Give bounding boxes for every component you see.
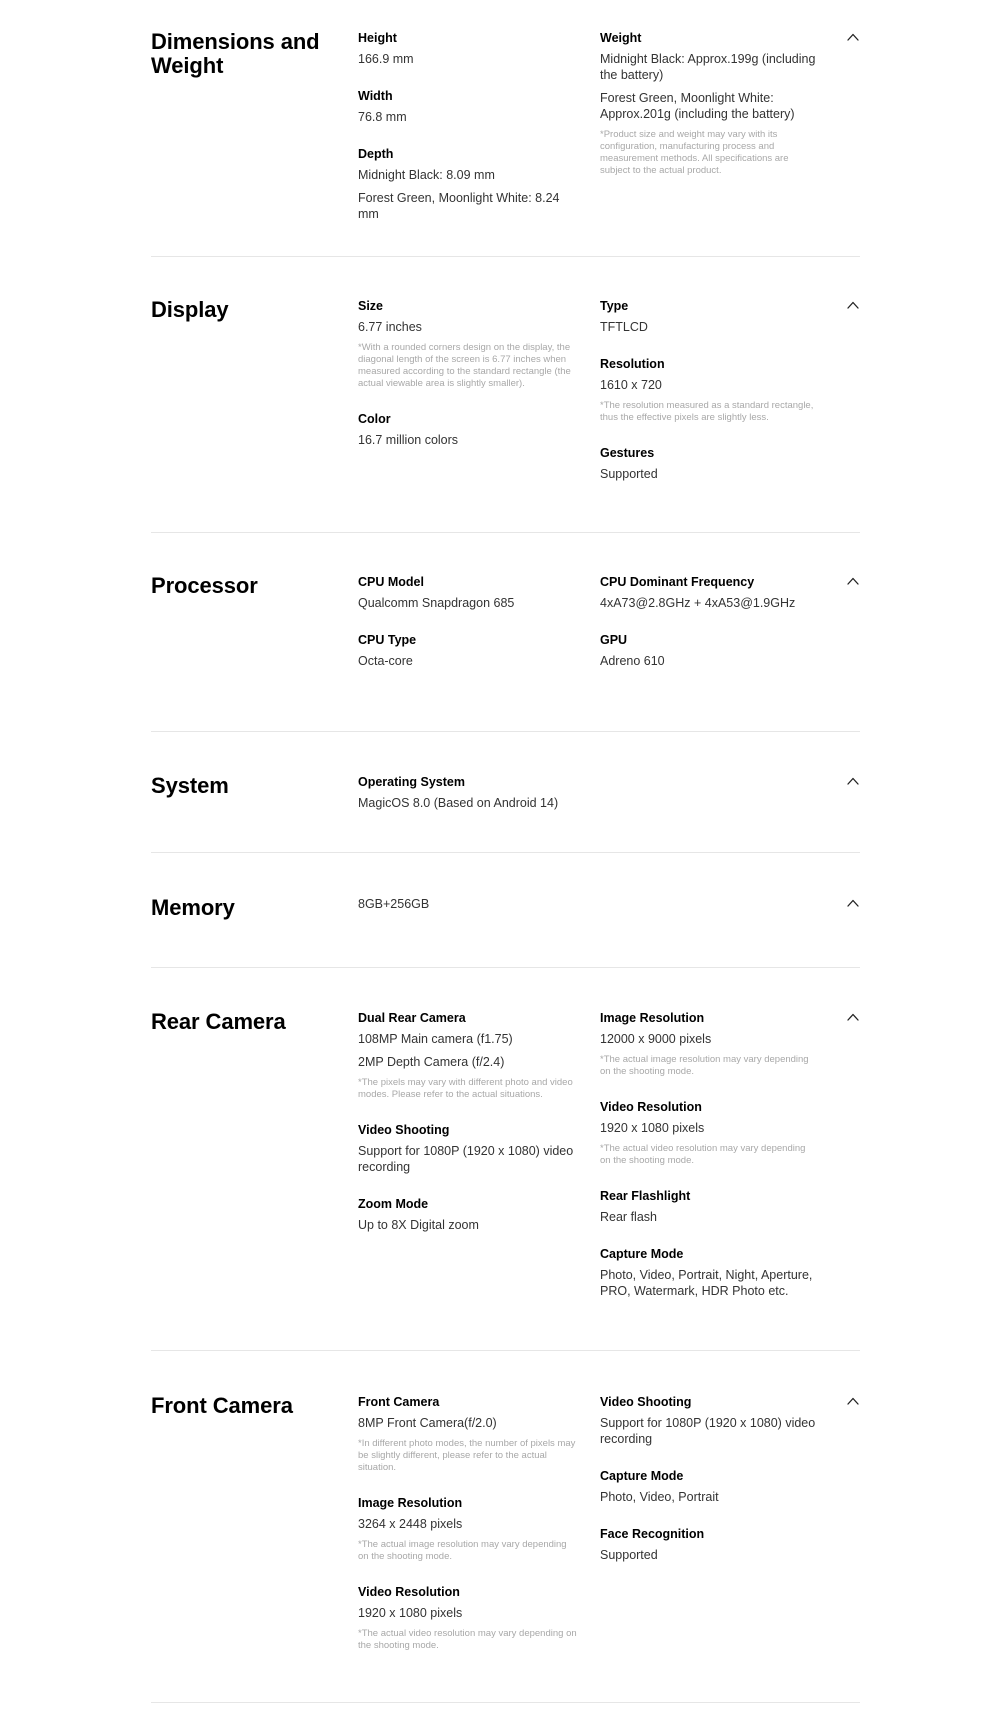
spec-label: CPU Model: [358, 575, 424, 589]
spec-item-front-camera: [358, 1394, 578, 1474]
chevron-up-icon[interactable]: [846, 1010, 860, 1024]
spec-value: 16.7 million colors: [358, 433, 459, 447]
spec-column-right: [600, 30, 818, 198]
spec-item-height: [358, 30, 578, 67]
spec-value: Supported: [600, 467, 658, 481]
spec-label: Height: [358, 31, 397, 45]
section-title[interactable]: Dimensions and Weight: [151, 29, 320, 78]
chevron-up-icon[interactable]: [846, 30, 860, 44]
chevron-up-icon[interactable]: [846, 1394, 860, 1408]
spec-item-resolution: [600, 356, 818, 424]
spec-value: MagicOS 8.0 (Based on Android 14): [358, 796, 559, 810]
spec-column-right: [600, 298, 818, 503]
spec-footnote: *With a rounded corners design on the display, the diagonal length of the screen is 6.77 inches when measured according to the standard rectangle (the actual viewable area is slightly smaller).: [358, 342, 571, 389]
spec-item-cpu-model: [358, 574, 578, 611]
spec-value: Photo, Video, Portrait: [600, 1490, 719, 1504]
spec-item-image-resolution: [600, 1010, 818, 1078]
spec-label: Size: [358, 299, 384, 313]
spec-column-left: [358, 1394, 578, 1673]
section-divider: [151, 852, 860, 853]
spec-column-left: [358, 30, 578, 243]
spec-value: 2MP Depth Camera (f/2.4): [358, 1055, 505, 1069]
spec-label: Rear Flashlight: [600, 1189, 691, 1203]
section-divider: [151, 256, 860, 257]
spec-item-capture-mode: [600, 1246, 818, 1299]
spec-value: Forest Green, Moonlight White: Approx.201g (including the battery): [600, 91, 795, 121]
spec-value: 8GB+256GB: [358, 897, 430, 911]
spec-value: 1610 x 720: [600, 378, 662, 392]
spec-column-left: [358, 774, 578, 832]
spec-label: Image Resolution: [600, 1011, 705, 1025]
spec-item-operating-system: [358, 774, 578, 811]
spec-footnote: *The resolution measured as a standard rectangle, thus the effective pixels are slightly less.: [600, 400, 814, 423]
spec-item-size: [358, 298, 578, 390]
spec-label: Depth: [358, 147, 394, 161]
spec-value: Rear flash: [600, 1210, 657, 1224]
spec-item-image-resolution: [358, 1495, 578, 1563]
spec-value: 1920 x 1080 pixels: [600, 1121, 705, 1135]
spec-column-right: [600, 1394, 818, 1584]
spec-value: 3264 x 2448 pixels: [358, 1517, 463, 1531]
spec-footnote: *Product size and weight may vary with its configuration, manufacturing process and measurement methods. All specifications are subject to the actual product.: [600, 129, 789, 176]
section-title[interactable]: System: [151, 773, 229, 798]
spec-value: Support for 1080P (1920 x 1080) video recording: [358, 1144, 574, 1174]
spec-column-left: [358, 574, 578, 690]
spec-label: Video Resolution: [600, 1100, 702, 1114]
spec-label: Capture Mode: [600, 1247, 684, 1261]
spec-footnote: *The actual video resolution may vary depending on the shooting mode.: [600, 1143, 806, 1166]
section-title[interactable]: Processor: [151, 573, 258, 598]
chevron-up-icon[interactable]: [846, 574, 860, 588]
spec-item-gpu: [600, 632, 818, 669]
spec-value: Midnight Black: 8.09 mm: [358, 168, 495, 182]
spec-value: Support for 1080P (1920 x 1080) video recording: [600, 1416, 816, 1446]
spec-label: Image Resolution: [358, 1496, 463, 1510]
spec-value: 12000 x 9000 pixels: [600, 1032, 712, 1046]
spec-item-weight: [600, 30, 818, 177]
spec-column-right: [600, 574, 818, 690]
spec-value: Forest Green, Moonlight White: 8.24 mm: [358, 191, 560, 221]
section-divider: [151, 1702, 860, 1703]
spec-label: Dual Rear Camera: [358, 1011, 466, 1025]
spec-value: 166.9 mm: [358, 52, 414, 66]
spec-label: CPU Dominant Frequency: [600, 575, 755, 589]
spec-label: Video Shooting: [358, 1123, 450, 1137]
spec-item-width: [358, 88, 578, 125]
spec-item-dual-rear-camera: [358, 1010, 578, 1101]
spec-item-video-resolution: [600, 1099, 818, 1167]
spec-label: CPU Type: [358, 633, 417, 647]
spec-label: Face Recognition: [600, 1527, 705, 1541]
spec-value: 108MP Main camera (f1.75): [358, 1032, 513, 1046]
spec-footnote: *The actual image resolution may vary depending on the shooting mode.: [600, 1054, 809, 1077]
spec-value: TFTLCD: [600, 320, 648, 334]
chevron-up-icon[interactable]: [846, 896, 860, 910]
spec-item-video-shooting: [358, 1122, 578, 1175]
spec-label: Color: [358, 412, 391, 426]
spec-label: Type: [600, 299, 629, 313]
spec-value: 8MP Front Camera(f/2.0): [358, 1416, 497, 1430]
spec-value: Adreno 610: [600, 654, 665, 668]
spec-value: Qualcomm Snapdragon 685: [358, 596, 515, 610]
section-title[interactable]: Memory: [151, 895, 235, 920]
spec-item-color: [358, 411, 578, 448]
spec-value: 6.77 inches: [358, 320, 422, 334]
section-divider: [151, 967, 860, 968]
spec-item-zoom-mode: [358, 1196, 578, 1233]
spec-column-right: [600, 1010, 818, 1320]
spec-item-gestures: [600, 445, 818, 482]
spec-value: Up to 8X Digital zoom: [358, 1218, 479, 1232]
spec-item-capture-mode: [600, 1468, 818, 1505]
spec-column-left: [358, 298, 578, 469]
spec-label: GPU: [600, 633, 628, 647]
spec-item-type: [600, 298, 818, 335]
spec-label: Zoom Mode: [358, 1197, 429, 1211]
spec-label: Operating System: [358, 775, 465, 789]
section-title[interactable]: Rear Camera: [151, 1009, 286, 1034]
spec-footnote: *The actual image resolution may vary depending on the shooting mode.: [358, 1539, 567, 1562]
spec-item-cpu-type: [358, 632, 578, 669]
spec-label: Resolution: [600, 357, 665, 371]
spec-footnote: *In different photo modes, the number of pixels may be slightly different, please refer to the actual situation.: [358, 1438, 576, 1473]
spec-column-left: [358, 1010, 578, 1254]
spec-footnote: *The actual video resolution may vary depending on the shooting mode.: [358, 1628, 577, 1651]
spec-label: Video Resolution: [358, 1585, 460, 1599]
spec-label: Width: [358, 89, 393, 103]
section-divider: [151, 731, 860, 732]
spec-item-face-recognition: [600, 1526, 818, 1563]
spec-value: 4xA73@2.8GHz + 4xA53@1.9GHz: [600, 596, 796, 610]
spec-item-cpu-dominant-frequency: [600, 574, 818, 611]
spec-item-video-resolution: [358, 1584, 578, 1652]
spec-value: Supported: [600, 1548, 658, 1562]
spec-item-value: [358, 896, 578, 912]
section-divider: [151, 1350, 860, 1351]
spec-value: 76.8 mm: [358, 110, 407, 124]
spec-item-rear-flashlight: [600, 1188, 818, 1225]
section-divider: [151, 532, 860, 533]
spec-value: 1920 x 1080 pixels: [358, 1606, 463, 1620]
spec-value: Photo, Video, Portrait, Night, Aperture, PRO, Watermark, HDR Photo etc.: [600, 1268, 813, 1298]
spec-label: Video Shooting: [600, 1395, 692, 1409]
chevron-up-icon[interactable]: [846, 774, 860, 788]
spec-item-video-shooting: [600, 1394, 818, 1447]
section-title[interactable]: Display: [151, 297, 229, 322]
spec-label: Gestures: [600, 446, 655, 460]
spec-value: Octa-core: [358, 654, 413, 668]
spec-label: Capture Mode: [600, 1469, 684, 1483]
spec-footnote: *The pixels may vary with different photo and video modes. Please refer to the actual situations.: [358, 1077, 573, 1100]
chevron-up-icon[interactable]: [846, 298, 860, 312]
section-title[interactable]: Front Camera: [151, 1393, 293, 1418]
spec-item-depth: [358, 146, 578, 222]
spec-value: Midnight Black: Approx.199g (including the battery): [600, 52, 816, 82]
spec-column-left: [358, 896, 578, 933]
spec-label: Weight: [600, 31, 642, 45]
spec-label: Front Camera: [358, 1395, 440, 1409]
